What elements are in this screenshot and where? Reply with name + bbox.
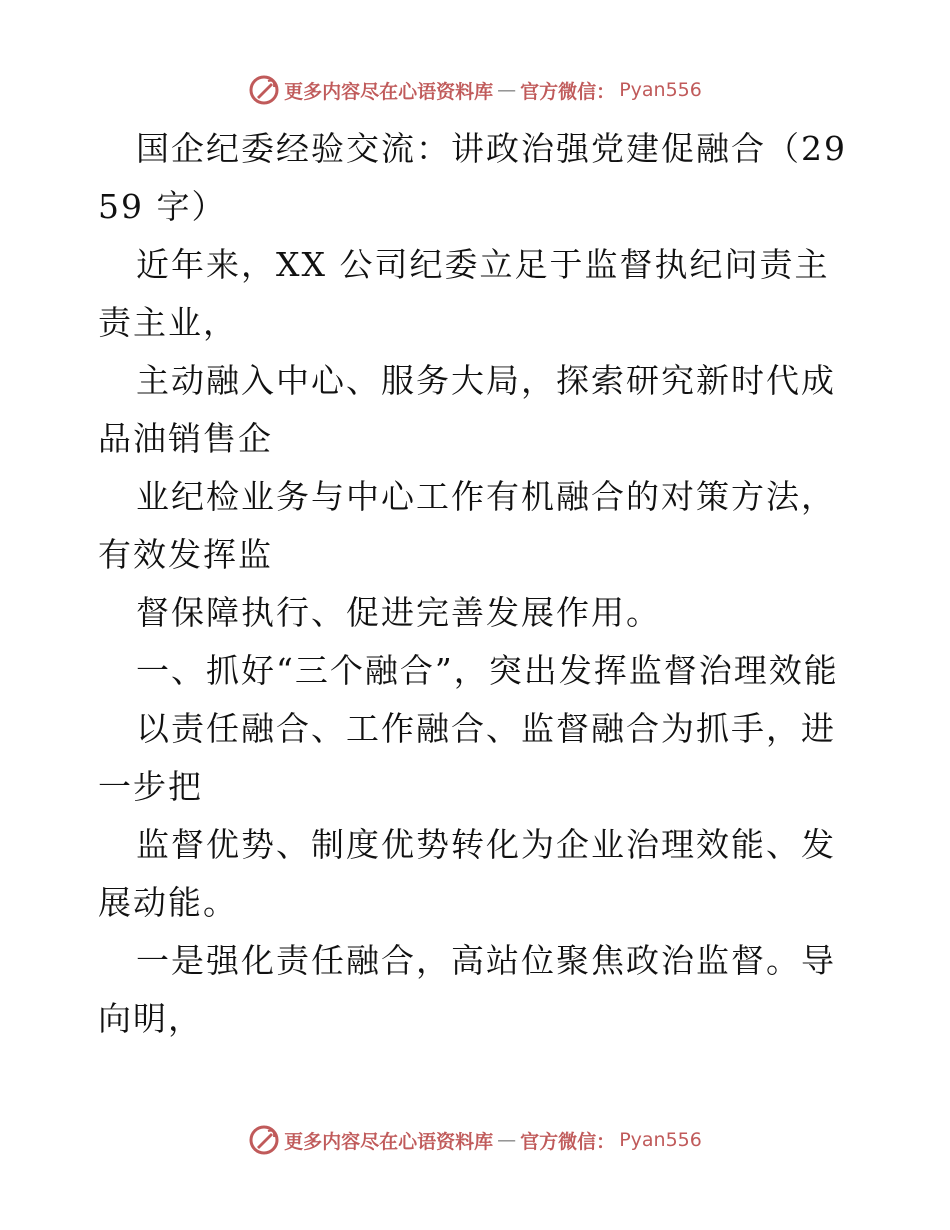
paragraph: 一是强化责任融合，高站位聚焦政治监督。导向明， <box>98 941 836 1038</box>
watermark-handle: Pyan556 <box>619 79 702 101</box>
paragraph: 近年来，XX 公司纪委立足于监督执纪问责主责主业， <box>98 245 830 342</box>
paragraph: 主动融入中心、服务大局，探索研究新时代成品油销售企 <box>98 361 836 458</box>
paragraph: 督保障执行、促进完善发展作用。 <box>136 593 661 632</box>
watermark-separator: — <box>497 79 517 101</box>
watermark-text: 更多内容尽在心语资料库 <box>284 1130 494 1153</box>
watermark-contact-label: 官方微信： <box>520 1130 616 1153</box>
paragraph: 监督优势、制度优势转化为企业治理效能、发展动能。 <box>98 825 836 922</box>
document-title: 国企纪委经验交流：讲政治强党建促融合（2959 字） <box>98 129 847 226</box>
watermark-separator: — <box>497 1129 517 1151</box>
quill-logo-icon <box>248 74 280 106</box>
paragraph: 以责任融合、工作融合、监督融合为抓手，进一步把 <box>98 709 836 806</box>
watermark-contact-label: 官方微信： <box>520 80 616 103</box>
watermark-handle: Pyan556 <box>619 1129 702 1151</box>
quill-logo-icon <box>248 1124 280 1156</box>
watermark-text: 更多内容尽在心语资料库 <box>284 80 494 103</box>
document-body <box>98 120 858 1048</box>
footer-watermark <box>0 1124 950 1156</box>
paragraph: 业纪检业务与中心工作有机融合的对策方法，有效发挥监 <box>98 477 836 574</box>
section-heading: 一、抓好“三个融合”，突出发挥监督治理效能 <box>136 651 839 690</box>
header-watermark <box>0 74 950 106</box>
